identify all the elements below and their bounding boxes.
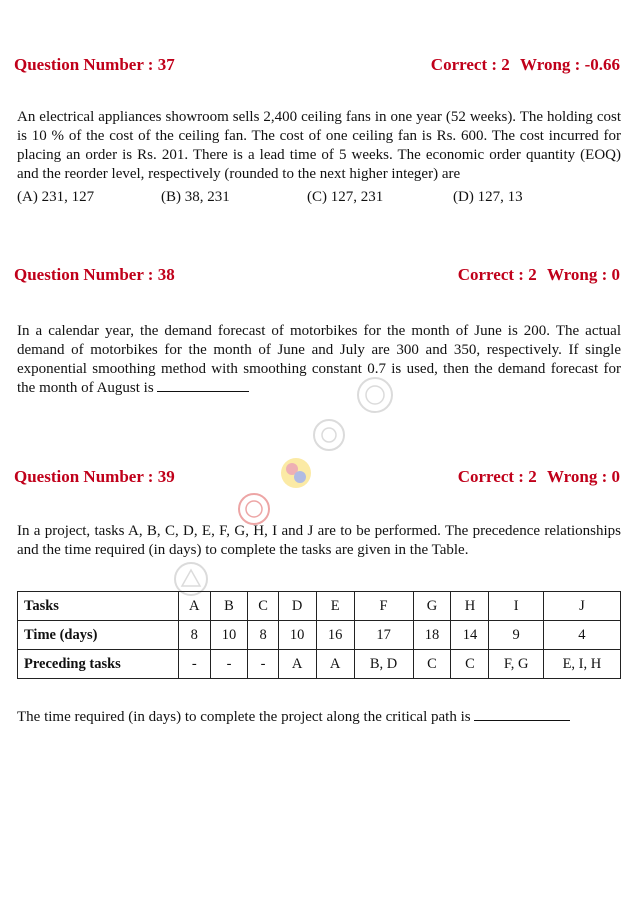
question-text: In a project, tasks A, B, C, D, E, F, G, H, I and J are to be performed. The precedence relationships and the time required (in days) to complete the tasks are given in the Table.: [17, 523, 621, 558]
option-c[interactable]: (C) 127, 231: [307, 189, 384, 205]
score-info: [452, 467, 620, 487]
table-cell: C: [413, 650, 451, 679]
table-row: [18, 621, 621, 650]
table-cell: B: [210, 592, 248, 621]
question-followup-text: The time required (in days) to complete the project along the critical path is: [17, 709, 471, 725]
table-cell: A: [179, 592, 211, 621]
question-followup: [17, 708, 621, 727]
wrong-marks: Wrong : 0: [546, 265, 620, 284]
watermark-seal-icon: [312, 418, 346, 452]
table-row: [18, 592, 621, 621]
question-text: An electrical appliances showroom sells 2,400 ceiling fans in one year (52 weeks). The holding cost is 10 % of the cost of the ceiling fan. The cost of one ceiling fan is Rs. 600. The cost incurred for placing an order is Rs. 201. There is a lead time of 5 weeks. The economic order quantity (EOQ) and the reorder level, respectively (rounded to the next higher integer) are: [17, 109, 621, 182]
wrong-marks: Wrong : -0.66: [520, 55, 620, 74]
correct-marks: Correct : 2: [430, 55, 510, 74]
task-table: [17, 591, 621, 679]
table-cell: 4: [543, 621, 620, 650]
answer-blank[interactable]: [157, 379, 249, 392]
table-cell: 9: [489, 621, 543, 650]
question-38-header: [14, 265, 620, 285]
table-cell: E: [316, 592, 354, 621]
table-cell: -: [179, 650, 211, 679]
score-info: [452, 265, 620, 285]
wrong-marks: Wrong : 0: [546, 467, 620, 486]
table-cell: I: [489, 592, 543, 621]
table-cell: 14: [451, 621, 489, 650]
table-cell: B, D: [354, 650, 413, 679]
table-cell: 17: [354, 621, 413, 650]
table-cell: J: [543, 592, 620, 621]
correct-marks: Correct : 2: [457, 467, 537, 486]
table-cell: H: [451, 592, 489, 621]
table-cell: 18: [413, 621, 451, 650]
score-info: [425, 55, 620, 75]
row-header: Preceding tasks: [18, 650, 179, 679]
table-cell: E, I, H: [543, 650, 620, 679]
row-header: Tasks: [18, 592, 179, 621]
question-number: Question Number : 38: [14, 265, 175, 284]
row-header: Time (days): [18, 621, 179, 650]
question-number: Question Number : 39: [14, 467, 175, 486]
table-cell: F, G: [489, 650, 543, 679]
option-a[interactable]: (A) 231, 127: [17, 189, 95, 205]
table-cell: G: [413, 592, 451, 621]
table-cell: -: [210, 650, 248, 679]
question-text-body: In a calendar year, the demand forecast of motorbikes for the month of June is 200. The actual demand of motorbikes for the month of June and July are 300 and 350, respectively. If single exponential smoothing method with smoothing constant 0.7 is used, then the demand forecast for the month of August is: [17, 323, 621, 396]
table-cell: 10: [210, 621, 248, 650]
table-cell: A: [278, 650, 316, 679]
question-37-header: [14, 55, 620, 75]
option-b[interactable]: (B) 38, 231: [161, 189, 230, 205]
table-cell: 8: [248, 621, 278, 650]
table-cell: 16: [316, 621, 354, 650]
table-cell: A: [316, 650, 354, 679]
answer-options: [17, 189, 617, 209]
question-number: Question Number : 37: [14, 55, 175, 74]
table-cell: C: [248, 592, 278, 621]
table-cell: 10: [278, 621, 316, 650]
table-cell: C: [451, 650, 489, 679]
option-d[interactable]: (D) 127, 13: [453, 189, 523, 205]
table-cell: D: [278, 592, 316, 621]
table-cell: 8: [179, 621, 211, 650]
answer-blank[interactable]: [474, 708, 570, 721]
table-cell: -: [248, 650, 278, 679]
correct-marks: Correct : 2: [457, 265, 537, 284]
question-text: [17, 322, 621, 398]
table-row: [18, 650, 621, 679]
table-cell: F: [354, 592, 413, 621]
question-39-header: [14, 467, 620, 487]
